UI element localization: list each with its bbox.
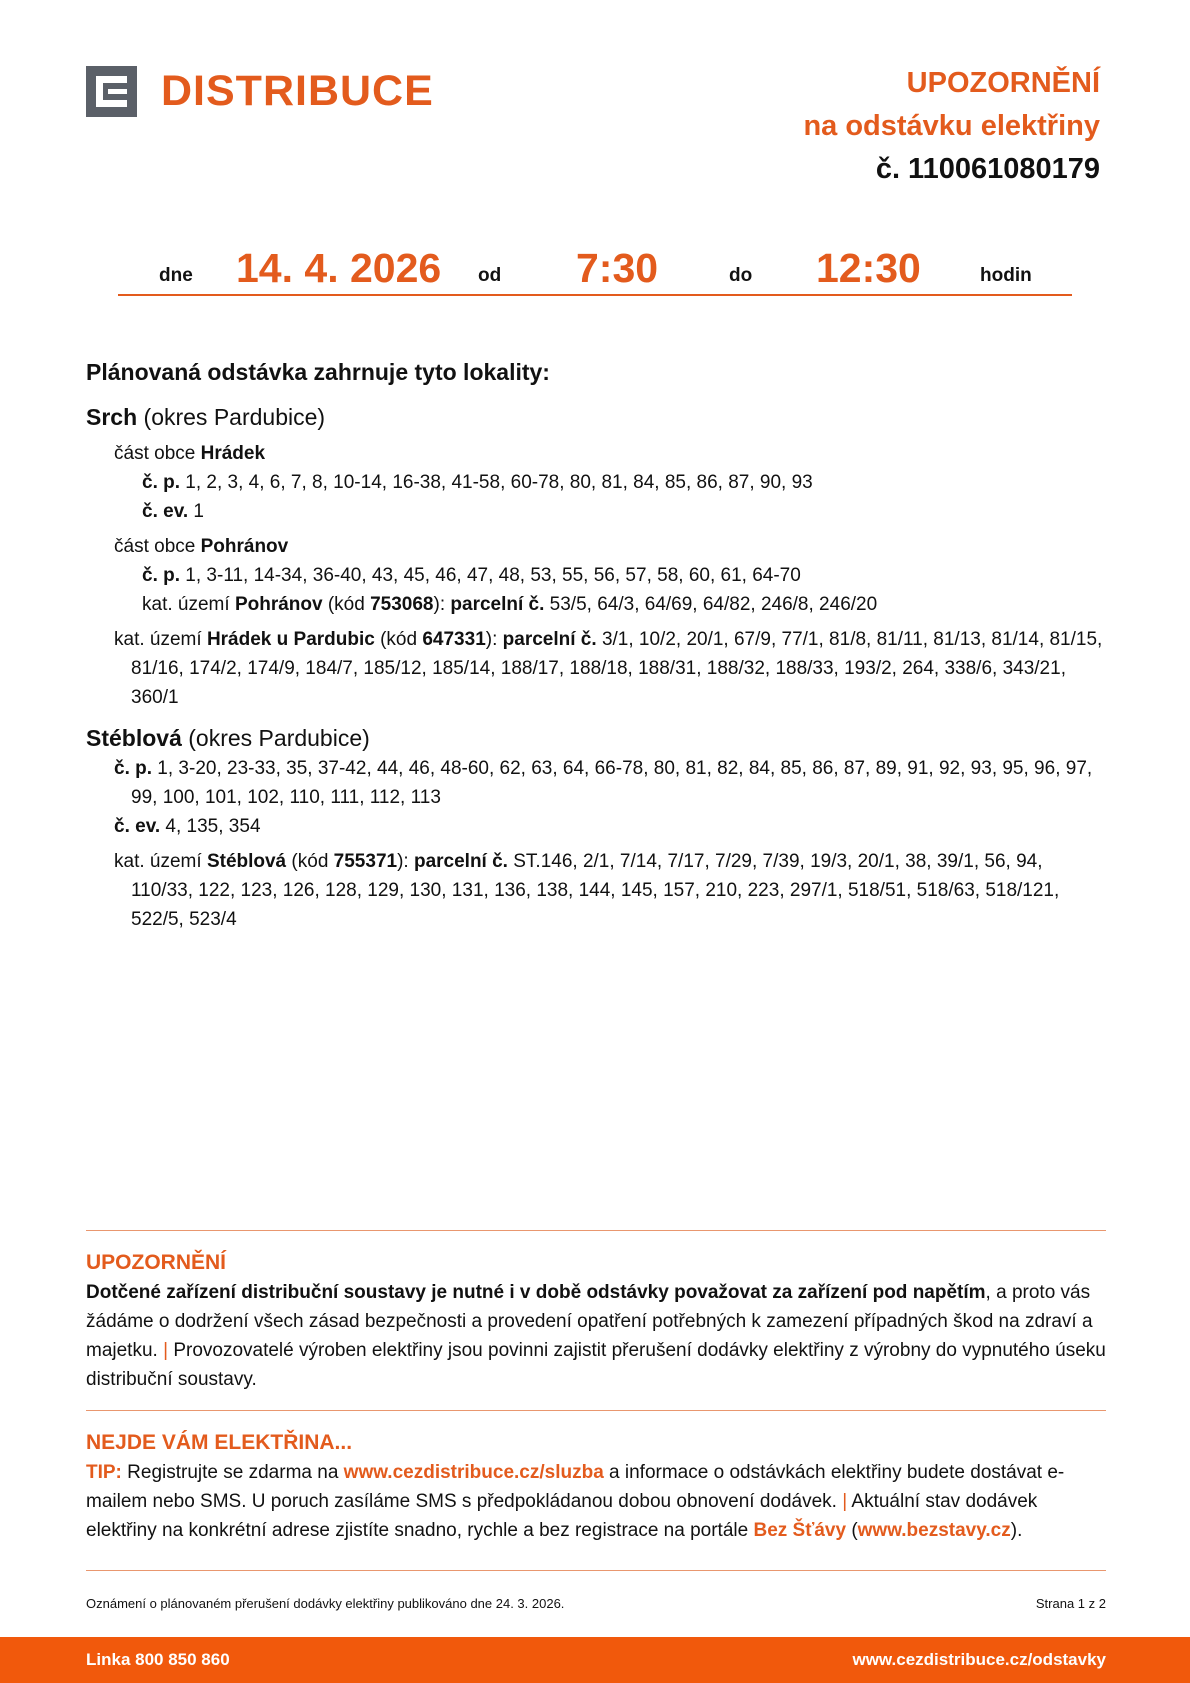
steblova-registry-numbers: č. ev. 4, 135, 354	[114, 816, 261, 837]
notice-subtitle: na odstávku elektřiny	[803, 110, 1100, 142]
bez-stavy-portal-link[interactable]: Bez Šťávy	[753, 1520, 847, 1541]
divider	[86, 1410, 1106, 1411]
notice-heading	[803, 62, 1100, 191]
tip-label: TIP:	[86, 1462, 122, 1483]
publication-note: Oznámení o plánovaném přerušení dodávky elektřiny publikováno dne 24. 3. 2026.	[86, 1596, 565, 1611]
outage-date: 14. 4. 2026	[236, 245, 442, 291]
part-hradek: část obce Hrádek	[114, 443, 266, 464]
divider	[86, 1230, 1106, 1231]
company-logo	[86, 66, 434, 117]
pohranov-house-numbers: č. p. 1, 3-11, 14-34, 36-40, 43, 45, 46, 47, 48, 53, 55, 56, 57, 58, 60, 61, 64-70	[142, 565, 801, 586]
localities-heading: Plánovaná odstávka zahrnuje tyto lokality:	[86, 359, 550, 385]
locality-steblova: Stéblová (okres Pardubice)	[86, 725, 370, 751]
hotline-number[interactable]: Linka 800 850 860	[86, 1650, 230, 1669]
from-label: od	[478, 265, 502, 286]
notice-title: UPOZORNĚNÍ	[906, 67, 1100, 99]
outages-website-link[interactable]: www.cezdistribuce.cz/odstavky	[852, 1650, 1106, 1669]
locality-srch: Srch (okres Pardubice)	[86, 404, 326, 430]
hradek-cadastral-parcels: kat. území Hrádek u Pardubic (kód 647331): parcelní č. 3/1, 10/2, 20/1, 67/9, 77/1, 81/8, 81/11, 81/13, 81/14, 81/15, 81/16, 174/2, 174/9, 184/7, 185/12, 185/14, 188/17, 188/18, 188/31, 188/32, 188/33, 193/2, 264, 338/6, 343/21, 360/1	[114, 629, 1103, 708]
warning-text: Dotčené zařízení distribuční soustavy je nutné i v době odstávky považovat za zařízení pod napětím, a proto vás žádáme o dodržení všech zásad bezpečnosti a provedení opatření potřebných k zamezení případných škod na zdraví a majetku. | Provozovatelé výroben elektřiny jsou povinni zajistit přerušení dodávky elektřiny z výrobny do vypnutého úseku distribuční soustavy.	[86, 1282, 1106, 1390]
footer-bar	[0, 1637, 1190, 1683]
bezstavy-website-link[interactable]: www.bezstavy.cz	[857, 1520, 1011, 1541]
registration-link[interactable]: www.cezdistribuce.cz/sluzba	[343, 1462, 604, 1483]
hours-label: hodin	[980, 265, 1032, 286]
logo-text: DISTRIBUCE	[161, 67, 434, 115]
notice-number: č. 110061080179	[875, 153, 1100, 185]
cez-logo-icon	[86, 66, 137, 117]
hradek-house-numbers: č. p. 1, 2, 3, 4, 6, 7, 8, 10-14, 16-38, 41-58, 60-78, 80, 81, 84, 85, 86, 87, 90, 93	[142, 472, 813, 493]
part-pohranov: část obce Pohránov	[114, 536, 289, 557]
pohranov-parcels: kat. území Pohránov (kód 753068): parcelní č. 53/5, 64/3, 64/69, 64/82, 246/8, 246/20	[142, 594, 878, 615]
start-time: 7:30	[576, 245, 659, 291]
outage-schedule	[118, 240, 1072, 296]
warning-title: UPOZORNĚNÍ	[86, 1251, 227, 1274]
steblova-house-numbers: č. p. 1, 3-20, 23-33, 35, 37-42, 44, 46, 48-60, 62, 63, 64, 66-78, 80, 81, 82, 84, 85, 86, 87, 89, 91, 92, 93, 95, 96, 97, 99, 100, 101, 102, 110, 111, 112, 113	[114, 758, 1093, 808]
hradek-registry-numbers: č. ev. 1	[142, 501, 204, 522]
steblova-cadastral-parcels: kat. území Stéblová (kód 755371): parcelní č. ST.146, 2/1, 7/14, 7/17, 7/29, 7/39, 19/3, 20/1, 38, 39/1, 56, 94, 110/33, 122, 123, 126, 128, 129, 130, 131, 136, 138, 144, 145, 157, 210, 223, 297/1, 518/51, 518/63, 518/121, 522/5, 523/4	[114, 851, 1060, 930]
tip-title: NEJDE VÁM ELEKTŘINA...	[86, 1431, 353, 1454]
date-label: dne	[159, 265, 193, 286]
warning-box	[86, 1248, 1106, 1394]
tip-box	[86, 1428, 1106, 1545]
end-time: 12:30	[816, 245, 921, 291]
page-number: Strana 1 z 2	[1035, 1596, 1106, 1611]
localities-section	[86, 358, 1106, 934]
divider	[86, 1570, 1106, 1571]
to-label: do	[729, 265, 753, 286]
tip-text: TIP: Registrujte se zdarma na www.cezdistribuce.cz/sluzba a informace o odstávkách elektřiny budete dostávat e-mailem nebo SMS. U poruch zasíláme SMS s předpokládanou dobou obnovení dodávek. | Aktuální stav dodávek elektřiny na konkrétní adrese zjistíte snadno, rychle a bez registrace na portále Bez Šťávy (www.bezstavy.cz).	[86, 1462, 1065, 1541]
